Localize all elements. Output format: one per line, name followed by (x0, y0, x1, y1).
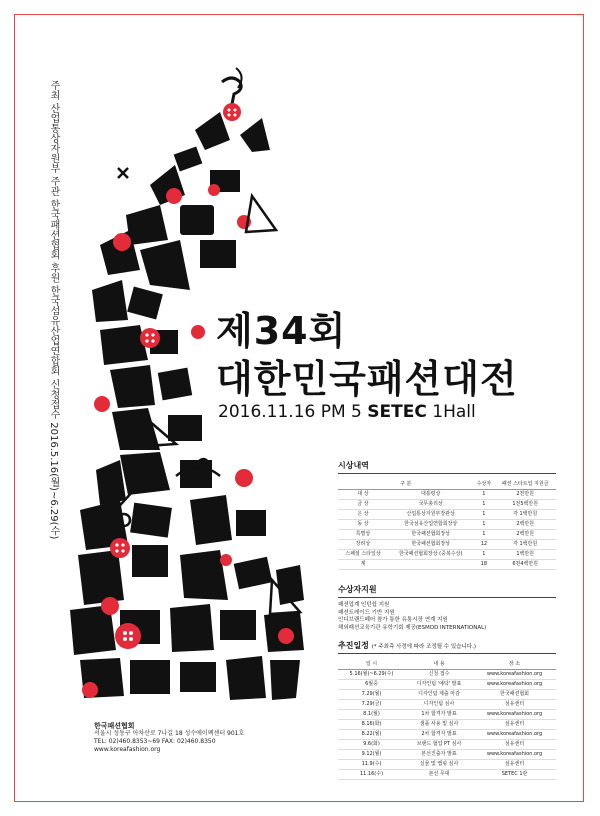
cell: 디자인팀 심사 (405, 700, 473, 710)
cell: 1차 합격자 발표 (405, 710, 473, 720)
cell: www.koreafashion.org (473, 710, 556, 720)
cell (388, 560, 473, 570)
table-row (338, 690, 556, 700)
cell: www.koreafashion.org (473, 750, 556, 760)
awards-heading: 시상내역 (338, 460, 556, 474)
cell: 본선 무대 (405, 770, 473, 780)
cell: SETEC 1관 (473, 770, 556, 780)
table-row (338, 670, 556, 680)
organizer-name: 한국패션협회 (94, 722, 135, 730)
schedule-col-place: 장 소 (473, 658, 556, 670)
cell: 산업통상자원부장관상 (388, 510, 473, 520)
cell: 계 (338, 560, 388, 570)
organizer-phone: TEL: 02)460.8353~69 FAX: 02)460.8350 (94, 738, 216, 745)
cell: 한국섬유산업연합회장상 (388, 520, 473, 530)
schedule-table (338, 658, 556, 780)
cell: 한국패션협회장상 (388, 540, 473, 550)
vertical-credits (46, 80, 64, 540)
cell: 국무총리상 (388, 500, 473, 510)
cell: 7.29(월) (338, 690, 405, 700)
cell: 12 (473, 540, 494, 550)
cell: 1 (473, 530, 494, 540)
awards-section (338, 460, 556, 570)
cell: 디자인팀 제출 마감 (405, 690, 473, 700)
cell: 1 (473, 520, 494, 530)
event-dateline (218, 402, 476, 422)
cell: 8.16(화) (338, 720, 405, 730)
cell: 8.22(월) (338, 730, 405, 740)
cell: 스페셜 스타일상 (338, 550, 388, 560)
table-row (338, 720, 556, 730)
table-row (338, 700, 556, 710)
cell: 5.16(월)~6.29(수) (338, 670, 405, 680)
cell: 1 (473, 490, 494, 500)
cell: 6월중 (338, 680, 405, 690)
schedule-heading-text: 추진일정 (338, 641, 369, 650)
cell: 11.9(수) (338, 760, 405, 770)
table-row (338, 550, 556, 560)
awards-col-fund: 패션 스타트업 지원금 (494, 478, 556, 490)
awards-table (338, 478, 556, 570)
cell: 1천5백만원 (494, 500, 556, 510)
cell: 7.29(금) (338, 700, 405, 710)
title-line2: 대한민국패션대전 (216, 357, 518, 401)
event-date: 2016.11.16 PM 5 (218, 402, 362, 422)
cell: 1 (473, 510, 494, 520)
cell: 2차 합격자 발표 (405, 730, 473, 740)
support-heading: 수상자지원 (338, 584, 556, 598)
organizer-web[interactable]: www.koreafashion.org (94, 746, 161, 753)
cell: 실물 및 맵핑 심사 (405, 760, 473, 770)
vertical-credits-text: 주최 산업통상자원부 주관 한국패션협회 후원 한국섬유산업연합회 신청접수 2016.5.16(월)~6.29(수) (48, 80, 59, 540)
table-row (338, 530, 556, 540)
event-venue: SETEC (367, 402, 427, 422)
schedule-note: (* 주최측 사정에 따라 조정될 수 있습니다.) (371, 644, 477, 650)
support-section (338, 584, 556, 632)
cell: 대 상 (338, 490, 388, 500)
organizer-info (94, 722, 244, 754)
table-row (338, 760, 556, 770)
cell: 특별상 (338, 530, 388, 540)
table-row (338, 750, 556, 760)
cell: 2천만원 (494, 490, 556, 500)
organizer-address: 서울시 성동구 아차산로 7나길 18 성수에이펙센터 901호 (94, 730, 245, 737)
table-row (338, 710, 556, 720)
table-row (338, 740, 556, 750)
cell: 대통령상 (388, 490, 473, 500)
list-item: 패션트레이드 기반 지원 (338, 609, 395, 616)
cell: 8.1(월) (338, 710, 405, 720)
table-row (338, 510, 556, 520)
cell: 9.6(화) (338, 740, 405, 750)
table-row (338, 730, 556, 740)
schedule-col-content: 내 용 (405, 658, 473, 670)
cell: www.koreafashion.org (473, 670, 556, 680)
cell: 1 (473, 500, 494, 510)
cell: 11.16(수) (338, 770, 405, 780)
cell: 18 (473, 560, 494, 570)
cell: 한국패션협회장상 (중복수상) (388, 550, 473, 560)
cell: www.koreafashion.org (473, 730, 556, 740)
cell: 신청 접수 (405, 670, 473, 680)
schedule-heading (338, 640, 556, 654)
table-row (338, 540, 556, 550)
event-hall: 1Hall (432, 402, 476, 422)
table-row (338, 500, 556, 510)
cell: 은 상 (338, 510, 388, 520)
cell: 금 상 (338, 500, 388, 510)
table-row (338, 770, 556, 780)
cell: 섬유센터 (473, 760, 556, 770)
cell: 디자인팀 '예탁' 발표 (405, 680, 473, 690)
cell: 각 1백만원 (494, 510, 556, 520)
cell: 섬유센터 (473, 720, 556, 730)
cell: 샘플 사용 및 심사 (405, 720, 473, 730)
awards-col-winners: 수상자 (473, 478, 494, 490)
cell: 각 1백만원 (494, 540, 556, 550)
cell: 1 (473, 550, 494, 560)
cell: 장려상 (338, 540, 388, 550)
cell: 섬유센터 (473, 700, 556, 710)
table-row (338, 520, 556, 530)
cell: 한국패션협회장상 (388, 530, 473, 540)
list-item: 해외패션교육기관 유학기회 제공(ESMOD INTERNATIONAL) (338, 624, 487, 631)
cell: 1백만원 (494, 550, 556, 560)
table-row (338, 680, 556, 690)
cell: 2백만원 (494, 530, 556, 540)
cell: 6천4백만원 (494, 560, 556, 570)
cell: 2백만원 (494, 520, 556, 530)
cell: 9.12(월) (338, 750, 405, 760)
cell: 본선진출자 발표 (405, 750, 473, 760)
schedule-section (338, 640, 556, 780)
awards-col-category: 구 분 (338, 478, 473, 490)
schedule-col-date: 일 시 (338, 658, 405, 670)
cell: 한국패션협회 (473, 690, 556, 700)
list-item: 패션업계 인턴쉽 지원 (338, 602, 390, 608)
table-row (338, 560, 556, 570)
table-row (338, 490, 556, 500)
title-line1: 제34회 (216, 309, 347, 353)
cell: 브랜드 협업 PT 심사 (405, 740, 473, 750)
cell: www.koreafashion.org (473, 680, 556, 690)
list-item: 인디브랜드페어 참가 통한 유통시장 연계 지원 (338, 617, 448, 623)
cell: 동 상 (338, 520, 388, 530)
cell: 섬유센터 (473, 740, 556, 750)
